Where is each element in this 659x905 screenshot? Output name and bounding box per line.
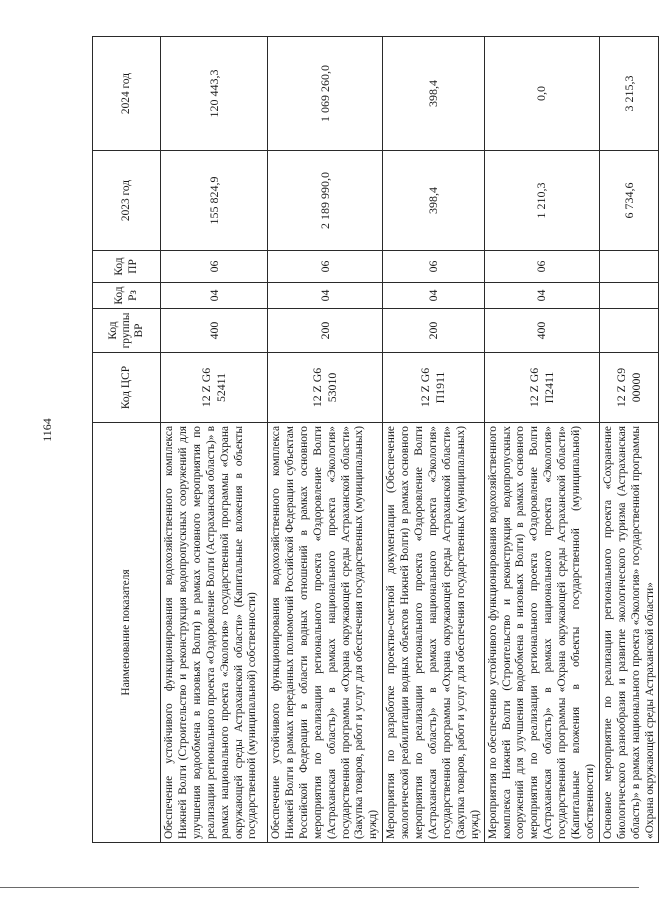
row-csr: 12 Z G6 52411 bbox=[161, 353, 268, 423]
row-pr bbox=[599, 251, 659, 283]
row-pr: 06 bbox=[383, 251, 484, 283]
header-pr: Код ПР bbox=[93, 251, 161, 283]
row-vr bbox=[599, 309, 659, 353]
row-pr: 06 bbox=[268, 251, 383, 283]
row-name: Основное мероприятие по реализации регионального проекта «Сохранение биологического разнообразия и развитие экологического туризма (Астраханская область)» в рамках национального проекта «Экология» государственной программы «Охрана окружающей среды Астраханской области» bbox=[599, 423, 659, 843]
row-2023: 1 210,3 bbox=[484, 151, 599, 251]
row-rz: 04 bbox=[484, 283, 599, 309]
row-vr: 400 bbox=[161, 309, 268, 353]
row-name: Обеспечение устойчивого функционирования водохозяйственного комплекса Нижней Волги (Строительство и реконструкция водопропускных сооружений для улучшения водообмена в низовьях Волги) в рамках основного мероприятия по реализации регионального проекта «Оздоровление Волги (Астраханская область)» в рамках национального проекта «Экология» государственной программы «Охрана окружающей среды Астраханской области» (Капитальные вложения в объекты государственной (муниципальной) собственности) bbox=[161, 423, 268, 843]
row-2023: 155 824,9 bbox=[161, 151, 268, 251]
table-header-row bbox=[93, 37, 161, 843]
budget-table bbox=[92, 36, 659, 843]
row-rz: 04 bbox=[161, 283, 268, 309]
budget-table-container bbox=[92, 37, 656, 843]
row-2024: 398,4 bbox=[383, 37, 484, 151]
row-2024: 120 443,3 bbox=[161, 37, 268, 151]
row-vr: 400 bbox=[484, 309, 599, 353]
table-row bbox=[484, 37, 599, 843]
row-pr: 06 bbox=[484, 251, 599, 283]
header-name: Наименование показателя bbox=[93, 423, 161, 843]
table-row bbox=[161, 37, 268, 843]
row-rz: 04 bbox=[268, 283, 383, 309]
row-rz: 04 bbox=[383, 283, 484, 309]
row-name: Мероприятия по обеспечению устойчивого функционирования водохозяйственного комплекса Нижней Волги (Строительство и реконструкция водопропускных сооружений для улучшения водообмена в низовьях Волги) в рамках основного мероприятия по реализации регионального проекта «Оздоровление Волги (Астраханская область)» в рамках национального проекта «Экология» государственной программы «Охрана окружающей среды Астраханской области» (Капитальные вложения в объекты государственной (муниципальной) собственности) bbox=[484, 423, 599, 843]
table-row bbox=[268, 37, 383, 843]
row-rz bbox=[599, 283, 659, 309]
row-pr: 06 bbox=[161, 251, 268, 283]
row-csr: 12 Z G9 00000 bbox=[599, 353, 659, 423]
row-csr: 12 Z G6 П2411 bbox=[484, 353, 599, 423]
page-number: 1164 bbox=[40, 418, 54, 442]
row-csr: 12 Z G6 53010 bbox=[268, 353, 383, 423]
row-2024: 0,0 bbox=[484, 37, 599, 151]
row-vr: 200 bbox=[268, 309, 383, 353]
table-row bbox=[599, 37, 659, 843]
row-2023: 6 734,6 bbox=[599, 151, 659, 251]
row-name: Обеспечение устойчивого функционирования водохозяйственного комплекса Нижней Волги в рамках переданных полномочий Российской Федерации субъектам Российской Федерации в области водных отношений в рамках основного мероприятия по реализации регионального проекта «Оздоровление Волги (Астраханская область)» в рамках национального проекта «Экология» государственной программы «Охрана окружающей среды Астраханской области» (Закупка товаров, работ и услуг для обеспечения государственных (муниципальных) нужд) bbox=[268, 423, 383, 843]
row-2023: 398,4 bbox=[383, 151, 484, 251]
page-edge-divider bbox=[0, 887, 639, 888]
header-rz: Код Рз bbox=[93, 283, 161, 309]
row-csr: 12 Z G6 П1911 bbox=[383, 353, 484, 423]
row-vr: 200 bbox=[383, 309, 484, 353]
header-2024: 2024 год bbox=[93, 37, 161, 151]
row-2023: 2 189 990,0 bbox=[268, 151, 383, 251]
row-2024: 1 069 260,0 bbox=[268, 37, 383, 151]
header-vr: Код группы ВР bbox=[93, 309, 161, 353]
header-csr: Код ЦСР bbox=[93, 353, 161, 423]
row-2024: 3 215,3 bbox=[599, 37, 659, 151]
row-name: Мероприятия по разработке проектно-сметной документации (Обеспечение экологической реабилитации водных объектов Нижней Волги) в рамках основного мероприятия по реализации регионального проекта «Оздоровление Волги (Астраханская область)» в рамках национального проекта «Экология» государственной программы «Охрана окружающей среды Астраханской области» (Закупка товаров, работ и услуг для обеспечения государственных (муниципальных) нужд) bbox=[383, 423, 484, 843]
header-2023: 2023 год bbox=[93, 151, 161, 251]
table-row bbox=[383, 37, 484, 843]
